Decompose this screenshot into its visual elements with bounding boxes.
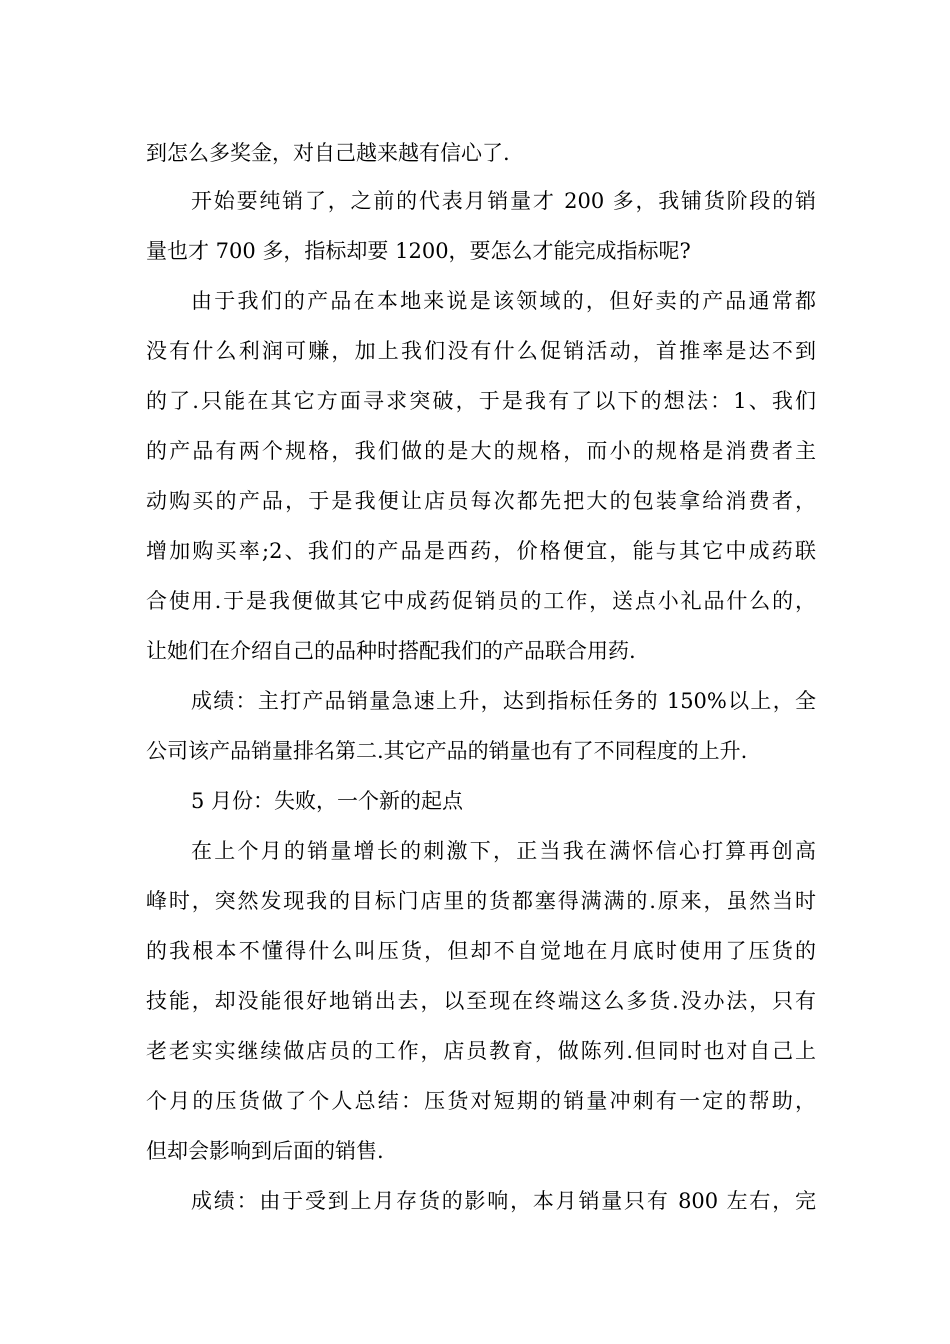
text-line: 成绩：主打产品销量急速上升，达到指标任务的 150%以上，全 xyxy=(191,689,816,713)
text-line: 让她们在介绍自己的品种时搭配我们的产品联合用药. xyxy=(146,639,636,663)
text-line: 合使用.于是我便做其它中成药促销员的工作，送点小礼品什么的， xyxy=(146,589,816,613)
text-line: 量也才 700 多，指标却要 1200，要怎么才能完成指标呢? xyxy=(146,239,691,263)
text-line: 增加购买率;2、我们的产品是西药，价格便宜，能与其它中成药联 xyxy=(146,539,816,563)
text-line: 峰时，突然发现我的目标门店里的货都塞得满满的.原来，虽然当时 xyxy=(146,889,816,913)
text-line: 由于我们的产品在本地来说是该领域的，但好卖的产品通常都 xyxy=(191,289,816,313)
text-line: 动购买的产品，于是我便让店员每次都先把大的包装拿给消费者， xyxy=(146,489,816,513)
section-heading: 5 月份：失败，一个新的起点 xyxy=(191,789,464,813)
text-line: 老老实实继续做店员的工作，店员教育，做陈列.但同时也对自己上 xyxy=(146,1039,816,1063)
text-line: 成绩：由于受到上月存货的影响，本月销量只有 800 左右，完 xyxy=(191,1189,816,1213)
text-line: 的了.只能在其它方面寻求突破，于是我有了以下的想法：1、我们 xyxy=(146,389,816,413)
text-line: 的我根本不懂得什么叫压货，但却不自觉地在月底时使用了压货的 xyxy=(146,939,816,963)
text-line: 到怎么多奖金，对自己越来越有信心了. xyxy=(146,141,510,165)
text-line: 公司该产品销量排名第二.其它产品的销量也有了不同程度的上升. xyxy=(146,739,748,763)
text-line: 但却会影响到后面的销售. xyxy=(146,1139,384,1163)
text-line: 的产品有两个规格，我们做的是大的规格，而小的规格是消费者主 xyxy=(146,439,816,463)
text-line: 个月的压货做了个人总结：压货对短期的销量冲刺有一定的帮助， xyxy=(146,1089,816,1113)
text-line: 开始要纯销了，之前的代表月销量才 200 多，我铺货阶段的销 xyxy=(191,189,816,213)
text-line: 没有什么利润可赚，加上我们没有什么促销活动，首推率是达不到 xyxy=(146,339,816,363)
text-line: 在上个月的销量增长的刺激下，正当我在满怀信心打算再创高 xyxy=(191,839,816,863)
text-line: 技能，却没能很好地销出去，以至现在终端这么多货.没办法，只有 xyxy=(146,989,816,1013)
